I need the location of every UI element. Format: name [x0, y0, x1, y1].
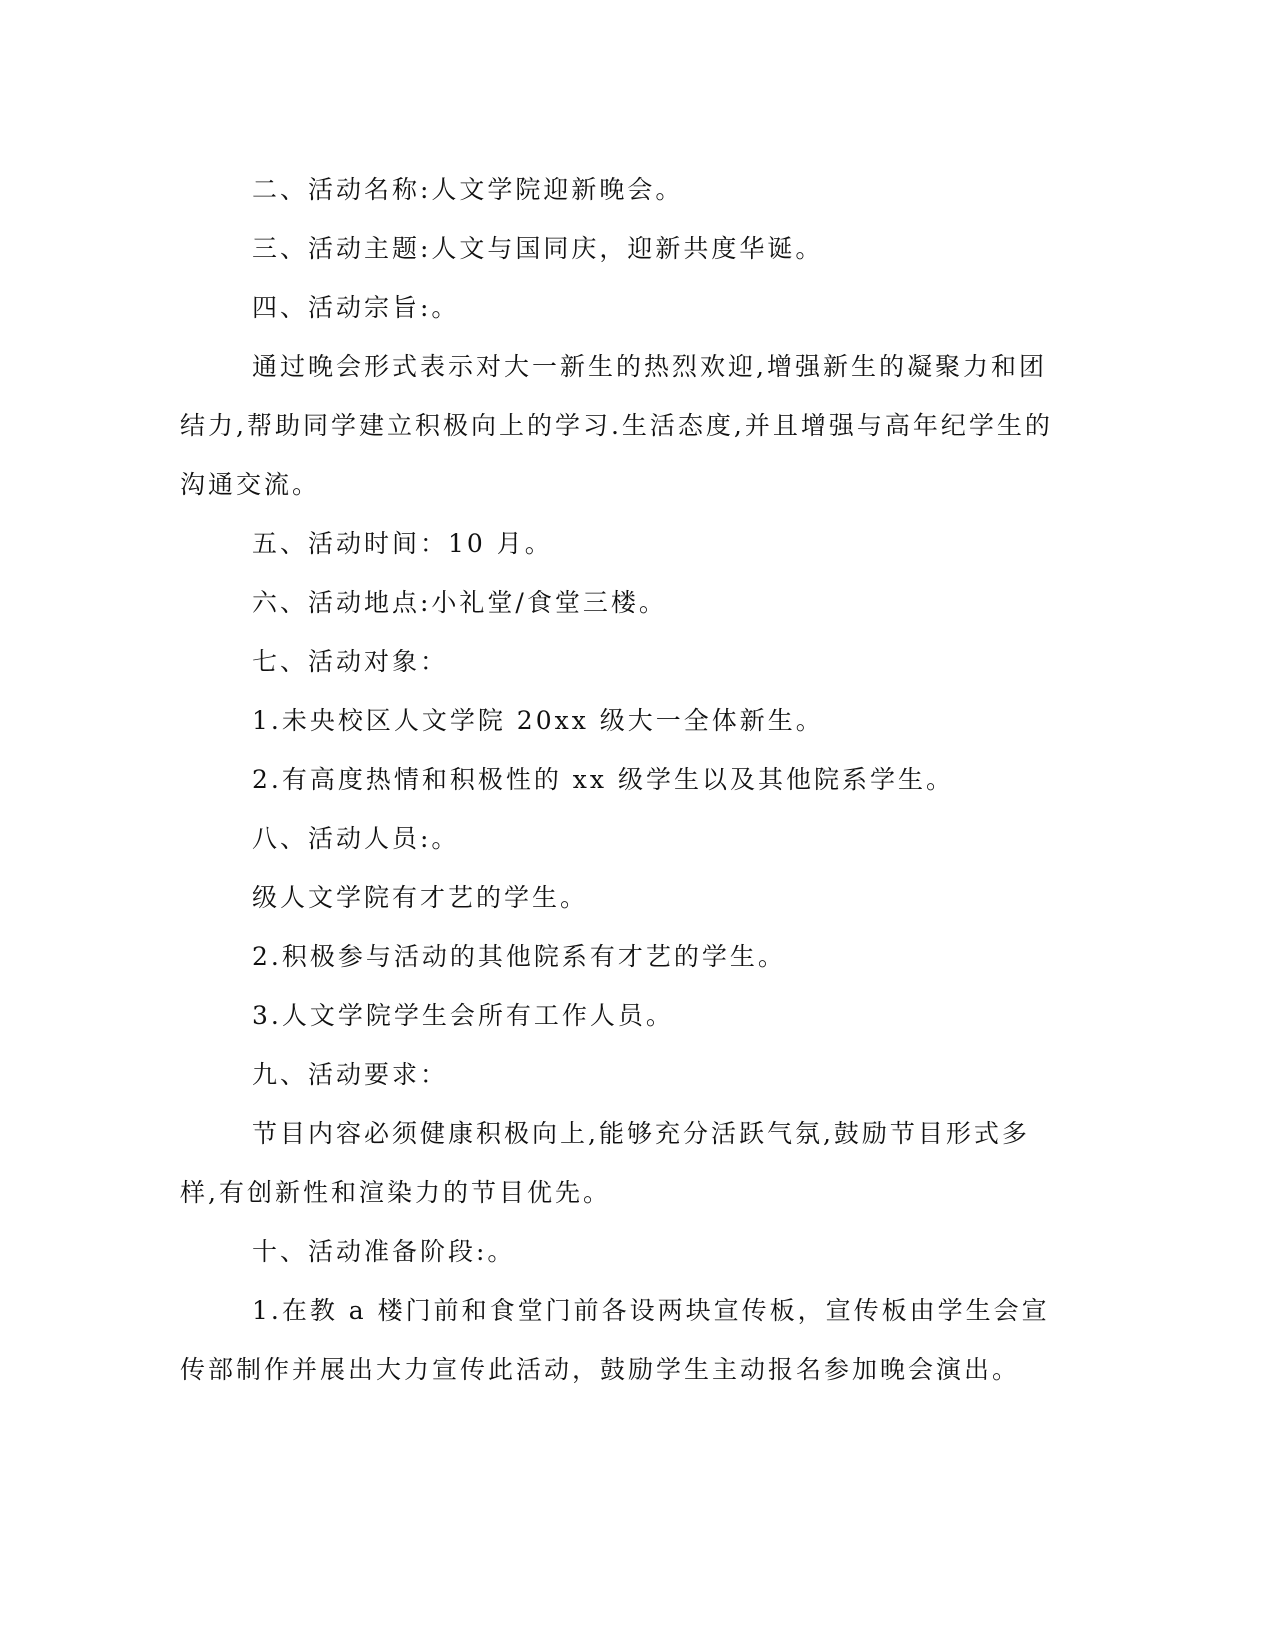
section-5-activity-time: 五、活动时间：10 月。	[252, 529, 553, 558]
section-9-activity-requirements: 九、活动要求：	[252, 1060, 449, 1089]
target-item-2: 2.有高度热情和积极性的 xx 级学生以及其他院系学生。	[252, 765, 954, 794]
purpose-paragraph-line-2: 结力,帮助同学建立积极向上的学习.生活态度,并且增强与高年纪学生的	[180, 411, 1053, 440]
requirements-paragraph-line-2: 样,有创新性和渲染力的节目优先。	[180, 1178, 611, 1207]
section-10-preparation-stage: 十、活动准备阶段:。	[252, 1237, 516, 1266]
target-item-1: 1.未央校区人文学院 20xx 级大一全体新生。	[252, 706, 824, 735]
preparation-item-1-line-1: 1.在教 a 楼门前和食堂门前各设两块宣传板，宣传板由学生会宣	[252, 1296, 1050, 1325]
staff-item-3: 3.人文学院学生会所有工作人员。	[252, 1001, 674, 1030]
section-8-activity-staff: 八、活动人员:。	[252, 824, 460, 853]
requirements-paragraph-line-1: 节目内容必须健康积极向上,能够充分活跃气氛,鼓励节目形式多	[252, 1119, 1030, 1148]
section-7-activity-targets: 七、活动对象：	[252, 647, 449, 676]
section-2-activity-name: 二、活动名称:人文学院迎新晚会。	[252, 175, 684, 204]
section-3-activity-theme: 三、活动主题:人文与国同庆，迎新共度华诞。	[252, 234, 824, 263]
purpose-paragraph-line-1: 通过晚会形式表示对大一新生的热烈欢迎,增强新生的凝聚力和团	[252, 352, 1047, 381]
preparation-item-1-line-2: 传部制作并展出大力宣传此活动，鼓励学生主动报名参加晚会演出。	[180, 1355, 1021, 1384]
document-body	[180, 160, 1060, 1399]
section-4-activity-purpose: 四、活动宗旨:。	[252, 293, 460, 322]
purpose-paragraph-line-3: 沟通交流。	[180, 470, 321, 499]
staff-item-2: 2.积极参与活动的其他院系有才艺的学生。	[252, 942, 786, 971]
section-6-activity-location: 六、活动地点:小礼堂/食堂三楼。	[252, 588, 667, 617]
staff-item-1: 级人文学院有才艺的学生。	[252, 883, 589, 912]
